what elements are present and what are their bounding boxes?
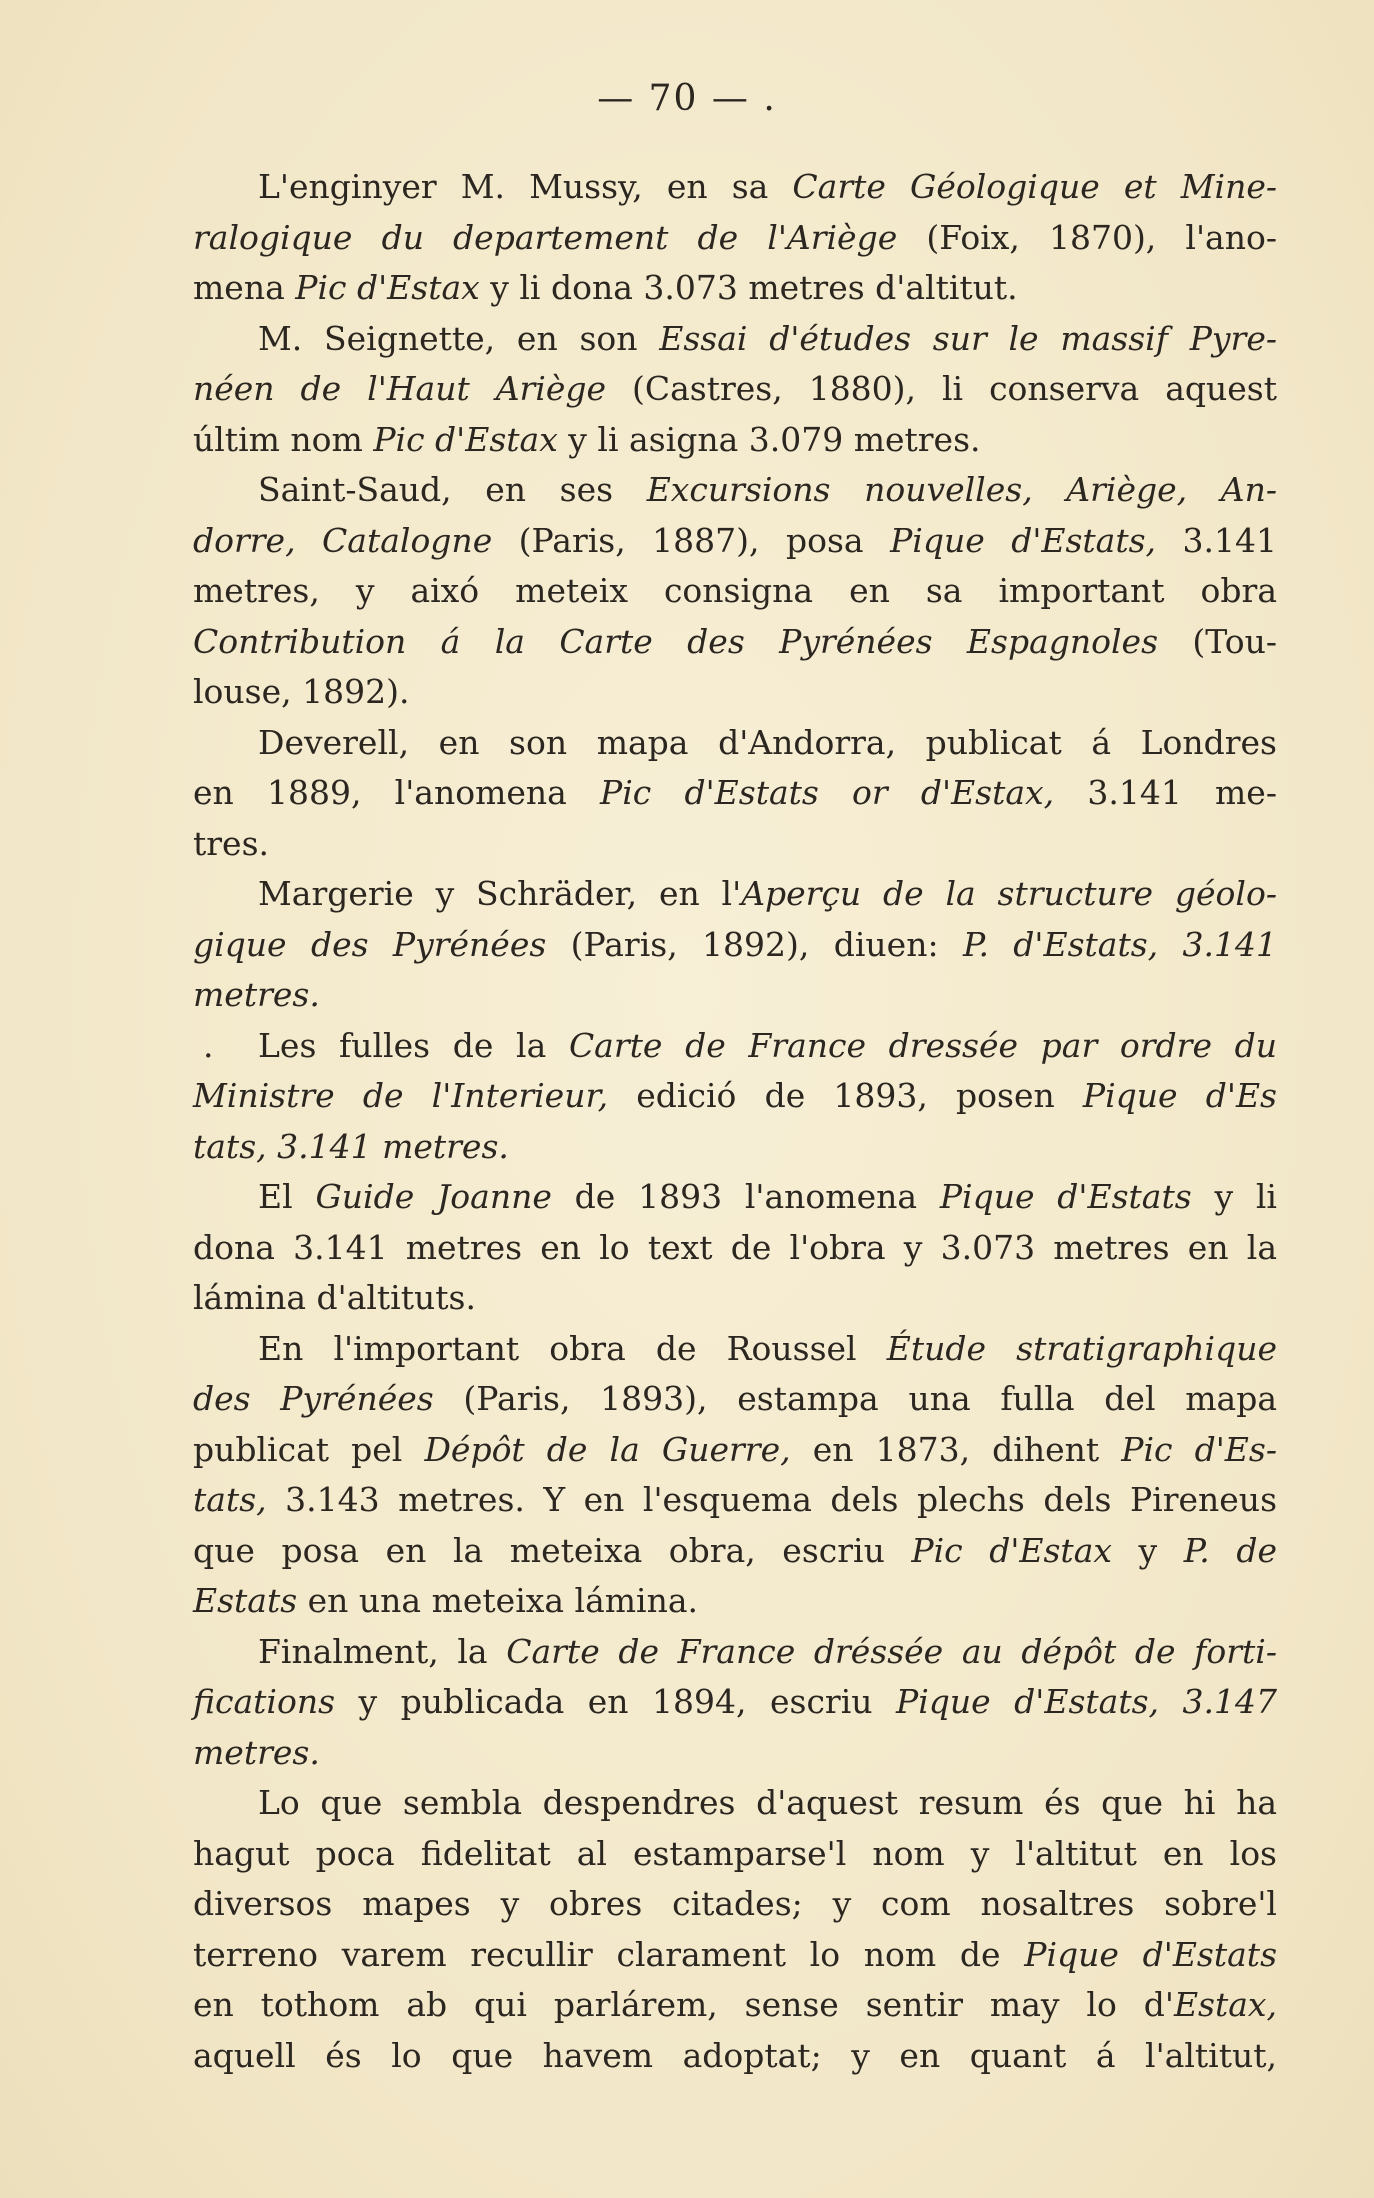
text-run: hagut poca fidelitat al estamparse'l nom y l'altitut en los [193,1833,1277,1873]
text-line [193,920,1277,971]
italic-title: Aperçu de la structure géolo- [741,874,1277,913]
text-run: louse, 1892). [193,672,410,711]
text-run: en una meteixa lámina. [297,1581,699,1620]
text-run: edició de 1893, posen [608,1076,1083,1115]
text-run: L'enginyer M. Mussy, en sa [258,167,793,206]
text-run: y li [1191,1177,1277,1216]
italic-title: Pic d'Es- [1121,1429,1277,1469]
text-line [193,263,1277,314]
italic-title: Pique d'Estats, [890,520,1157,560]
text-line [193,1172,1277,1223]
text-run: de 1893 l'anomena [551,1177,940,1216]
italic-title: Excursions nouvelles, Ariège, An- [646,470,1277,509]
text-run: (Paris, 1892), diuen: [546,924,963,964]
text-run: mena [193,268,296,307]
text-run: Margerie y Schräder, en l' [258,874,742,913]
text-line [193,869,1277,920]
italic-title: Étude stratigraphique [886,1328,1278,1368]
italic-title: Carte Géologique et Mine- [792,167,1278,206]
text-line [193,364,1277,415]
text-line [193,415,1277,466]
text-run: (Paris, 1893), estampa una fulla del mapa [433,1379,1277,1418]
text-run: y publicada en 1894, escriu [335,1682,897,1721]
italic-title: Estax, [1173,1985,1277,2024]
italic-title: Pique d'Estats [939,1177,1192,1216]
text-line [193,1930,1277,1981]
text-run: 3.141 [1156,520,1277,560]
italic-title: metres. [193,1732,320,1772]
italic-title: P. d'Estats, 3.141 [962,924,1277,964]
text-run: metres, y aixó meteix consigna en sa important obra [193,571,1277,610]
text-run: y li dona 3.073 metres d'altitut. [479,268,1018,307]
text-line [193,1475,1277,1526]
text-run: Les fulles de la [258,1025,569,1065]
italic-title: Ministre de l'Interieur, [193,1076,609,1115]
italic-title: fications [193,1682,336,1721]
text-line [193,1980,1277,2031]
text-line [193,768,1277,819]
text-run: en 1873, dihent [790,1429,1122,1469]
text-run: últim nom [193,419,374,459]
text-line [193,1425,1277,1476]
text-line [193,2031,1277,2082]
text-line [193,1576,1277,1627]
italic-title: metres. [193,975,320,1014]
text-line [193,1879,1277,1930]
text-run: en tothom ab qui parlárem, sense sentir may lo d' [193,1985,1174,2024]
text-run: en 1889, l'anomena [193,773,601,812]
text-run: aquell és lo que havem adoptat; y en quant á l'altitut, [193,2035,1277,2075]
text-line [193,1071,1277,1122]
italic-title: P. de [1183,1530,1277,1570]
italic-title: Pic d'Estats or d'Estax, [600,773,1055,812]
text-run: Deverell, en son mapa d'Andorra, publicat á Londres [258,722,1277,762]
text-line [193,1627,1277,1678]
italic-title: Essai d'études sur le massif Pyre- [659,318,1277,358]
text-run: Finalment, la [258,1631,507,1671]
page-number: — 70 — . [597,78,777,119]
text-run: que posa en la meteixa obra, escriu [193,1530,912,1570]
text-run: (Tou- [1158,621,1277,661]
text-run: (Castres, 1880), li conserva aquest [606,369,1277,408]
text-line [193,1021,1277,1072]
italic-title: Pique d'Es [1082,1076,1277,1115]
text-line [193,1778,1277,1829]
italic-title: des Pyrénées [193,1379,434,1418]
italic-title: tats, [193,1480,267,1519]
italic-title: tats, 3.141 metres. [193,1126,509,1166]
italic-title: dorre, Catalogne [193,520,493,560]
text-line [193,617,1277,668]
text-run: dona 3.141 metres en lo text de l'obra y 3.073 metres en la [193,1227,1277,1267]
italic-title: Pic d'Estax [911,1530,1112,1570]
text-run: Lo que sembla despendres d'aquest resum és que hi ha [258,1783,1277,1822]
text-line [193,162,1277,213]
text-line [193,566,1277,617]
text-run: Saint-Saud, en ses [258,470,647,509]
italic-title: Contribution á la Carte des Pyrénées Espagnoles [193,621,1159,661]
text-run: diversos mapes y obres citades; y com nosaltres sobre'l [193,1884,1277,1923]
text-line [193,516,1277,567]
text-run: M. Seignette, en son [258,318,660,358]
text-line [193,1728,1277,1779]
italic-title: Pic d'Estax [373,419,558,459]
text-run: y li asigna 3.079 metres. [557,419,981,459]
text-run: tres. [193,823,269,863]
italic-title: ralogique du departement de l'Ariège [193,217,898,257]
text-run: 3.141 me- [1054,773,1277,812]
text-line [193,667,1277,718]
italic-title: gique des Pyrénées [193,924,547,964]
text-run: y [1111,1530,1184,1570]
italic-title: néen de l'Haut Ariège [193,369,607,408]
body-text [193,162,1277,2081]
text-line [193,1677,1277,1728]
text-line [193,1324,1277,1375]
italic-title: Carte de France dréssée au dépôt de forti- [506,1631,1277,1671]
italic-title: Carte de France dressée par ordre du [568,1025,1278,1065]
text-line [193,718,1277,769]
text-run: 3.143 metres. Y en l'esquema dels plechs dels Pireneus [266,1480,1277,1519]
italic-title: Dépôt de la Guerre, [424,1429,791,1469]
text-run: (Foix, 1870), l'ano- [897,217,1277,257]
text-line [193,1273,1277,1324]
italic-title: Estats [193,1581,298,1620]
text-run: terreno varem recullir clarament lo nom de [193,1934,1025,1974]
text-line [193,1526,1277,1577]
italic-title: Pique d'Estats [1024,1934,1277,1974]
text-run: lámina d'altituts. [193,1278,476,1317]
text-run: El [258,1177,316,1216]
text-line [193,970,1277,1021]
text-run: (Paris, 1887), posa [492,520,891,560]
text-line [193,1122,1277,1173]
text-line [193,314,1277,365]
text-line [193,465,1277,516]
italic-title: Pique d'Estats, 3.147 [896,1682,1277,1721]
italic-title: Pic d'Estax [295,268,480,307]
italic-title: Guide Joanne [315,1177,552,1216]
text-line [193,819,1277,870]
text-line [193,1829,1277,1880]
text-run: publicat pel [193,1429,425,1469]
text-line [193,213,1277,264]
text-line [193,1223,1277,1274]
text-line [193,1374,1277,1425]
stray-mark: . [203,1025,214,1065]
text-run: En l'important obra de Roussel [258,1328,887,1368]
